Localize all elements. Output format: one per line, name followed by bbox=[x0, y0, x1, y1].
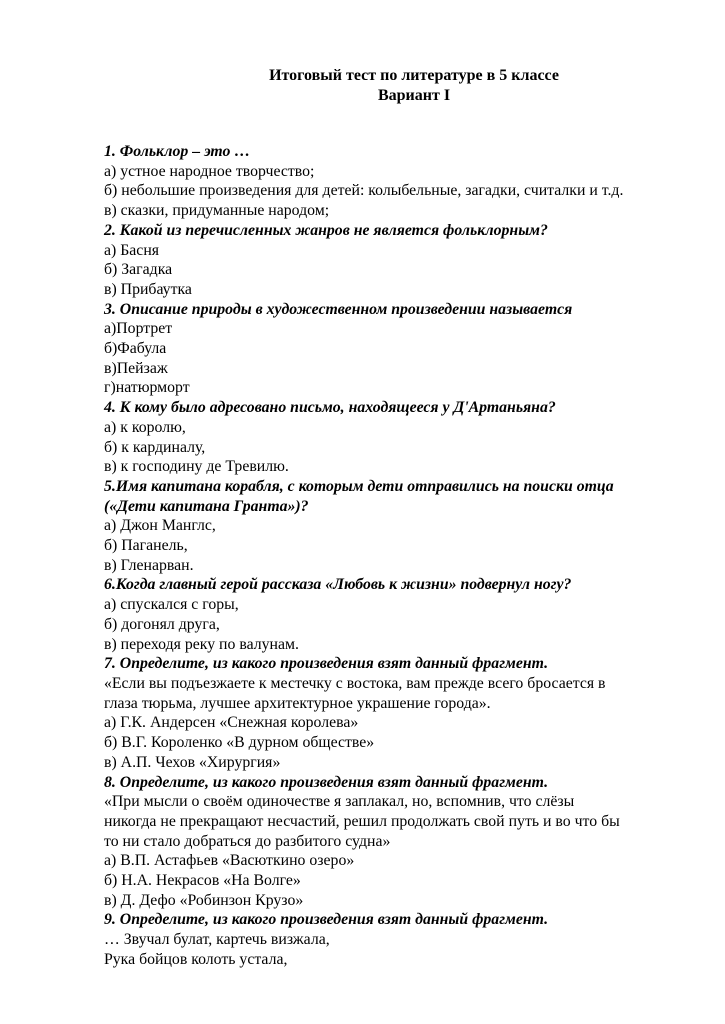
question-8: 8. Определите, из какого произведения взят данный фрагмент. bbox=[104, 773, 549, 791]
question-7-answer-b: б) В.Г. Короленко «В дурном обществе» bbox=[104, 734, 375, 752]
title-spacer bbox=[104, 106, 684, 142]
question-5-line-1: 5.Имя капитана корабля, с которым дети отправились на поиски отца bbox=[104, 477, 614, 495]
question-3-answer-b: б)Фабула bbox=[104, 340, 167, 358]
question-4: 4. К кому было адресовано письмо, находящееся у Д'Артаньяна? bbox=[104, 399, 556, 417]
question-2-answer-c: в) Прибаутка bbox=[104, 280, 192, 298]
question-5-line-2: («Дети капитана Гранта»)? bbox=[104, 497, 309, 515]
question-1-answer-c: в) сказки, придуманные народом; bbox=[104, 202, 330, 220]
question-3: 3. Описание природы в художественном произведении называется bbox=[104, 300, 573, 318]
question-8-answer-a: а) В.П. Астафьев «Васюткино озеро» bbox=[104, 852, 355, 870]
question-9: 9. Определите, из какого произведения взят данный фрагмент. bbox=[104, 911, 549, 929]
question-3-answer-d: г)натюрморт bbox=[104, 379, 190, 397]
question-7-answer-a: а) Г.К. Андерсен «Снежная королева» bbox=[104, 714, 359, 732]
question-2: 2. Какой из перечисленных жанров не является фольклорным? bbox=[104, 221, 548, 239]
document-title: Итоговый тест по литературе в 5 классе bbox=[269, 67, 559, 84]
question-2-answer-a: а) Басня bbox=[104, 241, 160, 259]
question-8-answer-c: в) Д. Дефо «Робинзон Крузо» bbox=[104, 891, 304, 909]
question-8-fragment-line-1: «При мысли о своём одиночестве я заплакал, но, вспомнив, что слёзы bbox=[104, 793, 575, 811]
question-2-answer-b: б) Загадка bbox=[104, 261, 173, 279]
question-6-answer-c: в) переходя реку по валунам. bbox=[104, 635, 299, 653]
question-8-answer-b: б) Н.А. Некрасов «На Волге» bbox=[104, 872, 301, 890]
question-6: 6.Когда главный герой рассказа «Любовь к жизни» подвернул ногу? bbox=[104, 576, 572, 594]
question-8-fragment-line-2: никогда не прекращают несчастий, решил продолжать свой путь и во что бы bbox=[104, 812, 620, 830]
question-5-answer-b: б) Паганель, bbox=[104, 537, 188, 555]
question-7-answer-c: в) А.П. Чехов «Хирургия» bbox=[104, 753, 281, 771]
document-variant: Вариант I bbox=[377, 87, 451, 104]
document-page bbox=[104, 66, 684, 970]
question-8-fragment-line-3: то ни стало добраться до разбитого судна» bbox=[104, 832, 391, 850]
question-1: 1. Фольклор – это … bbox=[104, 143, 251, 160]
question-6-answer-b: б) догонял друга, bbox=[104, 615, 220, 633]
question-9-fragment-line-2: Рука бойцов колоть устала, bbox=[104, 950, 288, 968]
question-1-answer-a: а) устное народное творчество; bbox=[104, 162, 315, 180]
question-3-answer-c: в)Пейзаж bbox=[104, 359, 168, 377]
question-3-answer-a: а)Портрет bbox=[104, 320, 173, 338]
question-7-fragment-line-2: глаза тюрьма, лучшее архитектурное украшение города». bbox=[104, 694, 491, 712]
question-6-answer-a: а) спускался с горы, bbox=[104, 596, 239, 614]
question-4-answer-c: в) к господину де Тревилю. bbox=[104, 458, 289, 476]
question-4-answer-a: а) к королю, bbox=[104, 418, 186, 436]
question-4-answer-b: б) к кардиналу, bbox=[104, 438, 206, 456]
question-1-answer-b: б) небольшие произведения для детей: колыбельные, загадки, считалки и т.д. bbox=[104, 182, 624, 200]
question-9-fragment-line-1: … Звучал булат, картечь визжала, bbox=[104, 931, 330, 949]
question-7-fragment-line-1: «Если вы подъезжаете к местечку с востока, вам прежде всего бросается в bbox=[104, 674, 606, 692]
question-5-answer-c: в) Гленарван. bbox=[104, 556, 194, 574]
question-5-answer-a: а) Джон Манглс, bbox=[104, 517, 216, 535]
question-7: 7. Определите, из какого произведения взят данный фрагмент. bbox=[104, 655, 549, 673]
